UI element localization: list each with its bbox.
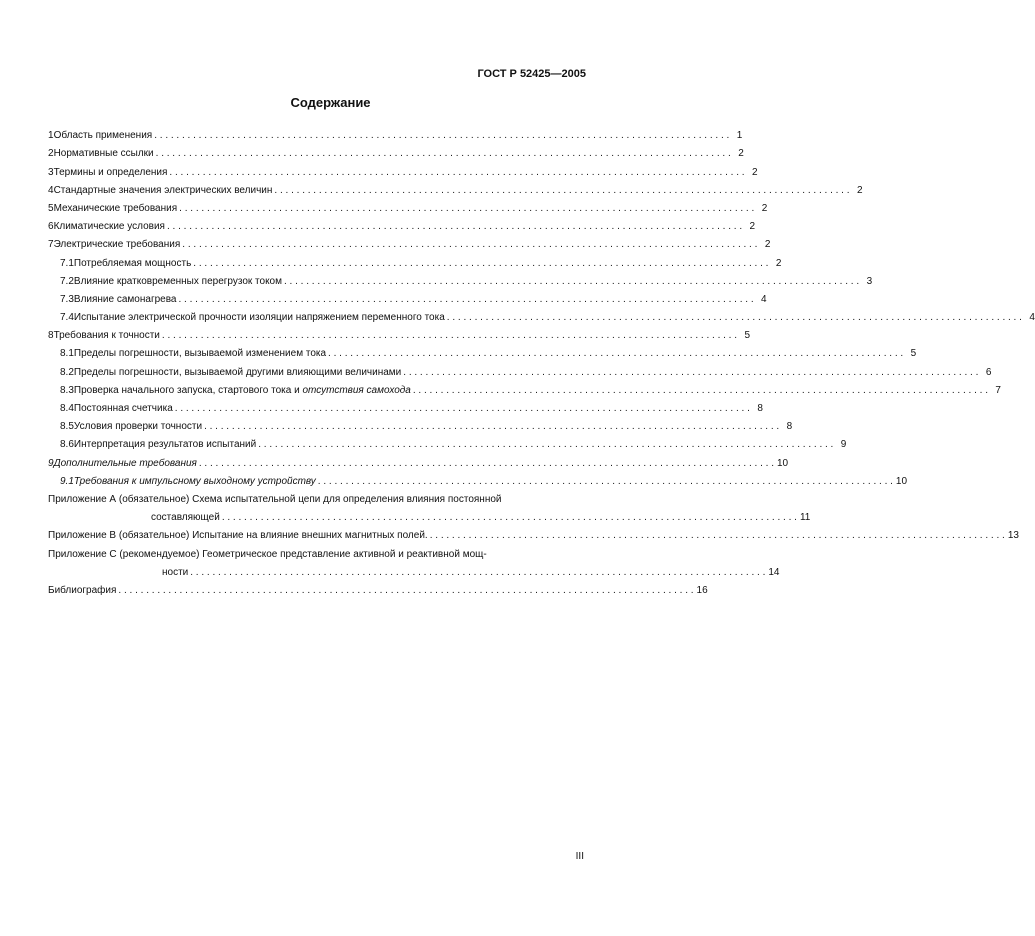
toc-entry[interactable]	[48, 470, 908, 488]
toc-page-number: 4	[761, 293, 767, 305]
toc-entry-text-main: Испытание электрической прочности изоляции напряжением переменного тока	[73, 312, 445, 324]
toc-entry-appendix-b[interactable]	[48, 524, 1019, 542]
toc-leader-dots	[190, 567, 765, 579]
toc-entry-text	[74, 294, 177, 306]
document-code: ГОСТ Р 52425—2005	[477, 68, 586, 80]
toc-entry[interactable]	[48, 251, 782, 269]
page-title: Содержание	[290, 95, 371, 110]
toc-entry-number: 8.4	[60, 403, 74, 414]
toc-entry-text-main: Проверка начального запуска, стартового тока и	[73, 384, 300, 396]
toc-leader-dots	[193, 258, 768, 270]
toc-page-number: 2	[738, 148, 744, 160]
toc-entry-text	[54, 458, 197, 470]
toc-entry-bibliography[interactable]	[48, 579, 708, 597]
toc-entry-text-main: Условия проверки точности	[73, 421, 203, 433]
toc-entry-text-main: Климатические условия	[53, 221, 165, 233]
toc-entry-text-main: Влияние самонагрева	[73, 293, 177, 305]
toc-entry-text	[74, 476, 316, 488]
toc-entries	[48, 124, 1035, 488]
toc-entry-text-main: Постоянная счетчика	[73, 403, 173, 414]
toc-entry-text-main: Влияние кратковременных перегрузок током	[73, 275, 282, 287]
toc-leader-dots	[156, 148, 731, 160]
toc-page-number: 5	[910, 348, 917, 360]
toc-entry[interactable]	[48, 124, 743, 142]
toc-entry-text-main: Дополнительные требования	[53, 457, 197, 469]
toc-entry[interactable]	[48, 179, 863, 197]
toc-entry-number: 2	[48, 148, 54, 160]
toc-entry-number: 8.6	[60, 439, 74, 451]
toc-entry-text-main: Термины и определения	[53, 166, 168, 178]
toc-entry-text	[54, 185, 273, 197]
toc-page-number: 2	[749, 221, 756, 233]
toc-entry[interactable]	[48, 379, 1001, 397]
toc-leader-dots	[118, 585, 693, 597]
toc-entry-text	[54, 203, 178, 215]
toc-entry[interactable]	[48, 270, 873, 288]
toc-entry[interactable]	[48, 342, 917, 360]
toc-leader-dots	[204, 421, 779, 433]
toc-entry-appendix-a[interactable]	[48, 488, 584, 506]
toc-entry-appendix-c[interactable]	[48, 542, 584, 560]
toc-entry-appendix-c-cont[interactable]	[48, 561, 780, 579]
toc-page-number: 5	[744, 330, 751, 342]
toc-entry-text	[54, 148, 154, 160]
toc-leader-dots	[179, 203, 754, 215]
toc-leader-dots	[413, 385, 988, 397]
toc-entry[interactable]	[48, 451, 789, 469]
toc-page-number: 2	[775, 257, 782, 269]
toc-entry[interactable]	[48, 215, 756, 233]
toc-leader-dots	[182, 239, 757, 251]
toc-entry-text: Приложение В (обязательное) Испытание на влияние внешних магнитных полей.	[48, 530, 428, 542]
toc-entry-number: 5	[48, 202, 54, 214]
toc-leader-dots	[284, 276, 859, 288]
toc-page-number: 8	[786, 421, 793, 433]
toc-leader-dots	[178, 294, 753, 306]
toc-page-number: 8	[757, 403, 763, 414]
toc-entry-text: составляющей	[151, 512, 220, 524]
toc-page-number: 2	[751, 166, 758, 178]
toc-entry[interactable]	[48, 233, 771, 251]
toc-entry-text-main: Требования к импульсному выходному устройству	[73, 475, 316, 487]
toc-entry[interactable]	[48, 142, 744, 160]
toc-entry-text-main: Электрические требования	[53, 239, 181, 251]
toc-entry-number: 8.2	[60, 366, 74, 378]
toc-leader-dots	[430, 530, 1005, 542]
toc-leader-dots	[447, 312, 1022, 324]
toc-entry-number: 8	[48, 330, 54, 342]
toc-entry[interactable]	[48, 397, 763, 415]
toc-entry-text: Приложение С (рекомендуемое) Геометрическое представление активной и реактивной мощ-	[48, 548, 487, 560]
toc-entry-text-main: Нормативные ссылки	[53, 148, 154, 160]
toc-entry-text	[54, 221, 165, 233]
toc-leader-dots	[175, 403, 750, 415]
toc-entry-text	[74, 439, 256, 451]
toc-page-number: 3	[866, 275, 873, 287]
toc-entry[interactable]	[48, 324, 751, 342]
toc-entry-text-italic: отсутствия самохода	[302, 384, 411, 396]
toc-entry-appendix-a-cont[interactable]	[48, 506, 811, 524]
toc-entry-text: ности	[162, 566, 189, 578]
toc-leader-dots	[222, 512, 797, 524]
toc-page-number: 9	[840, 439, 847, 451]
toc-entry[interactable]	[48, 288, 767, 306]
toc-entry-text-main: Интерпретация результатов испытаний	[73, 439, 257, 451]
toc-entry-number: 3	[48, 166, 54, 178]
toc-entry-text	[74, 367, 401, 379]
toc-entry-number: 4	[48, 184, 54, 196]
toc-leader-dots	[167, 221, 742, 233]
toc-entry-number: 1	[48, 130, 54, 142]
toc-entry[interactable]	[48, 160, 758, 178]
toc-page-number: 2	[856, 184, 863, 196]
toc-page-number: 6	[985, 366, 992, 378]
toc-entry-text	[74, 421, 202, 433]
toc-entry-number: 7.3	[60, 293, 74, 305]
toc-leader-dots	[154, 130, 729, 142]
toc-entry-text	[74, 385, 411, 397]
toc-entry-text-main: Потребляемая мощность	[73, 257, 192, 269]
toc-leader-dots	[199, 458, 774, 470]
toc-page-number: 13	[1007, 530, 1019, 542]
toc-entry[interactable]	[48, 197, 768, 215]
toc-page-number: 7	[995, 384, 1001, 396]
toc-entry[interactable]	[48, 433, 847, 451]
toc-entry-text: Библиография	[48, 584, 117, 596]
toc-entry-text	[74, 258, 191, 270]
toc-entry-text-main: Требования к точности	[53, 330, 160, 342]
toc-leader-dots	[162, 330, 737, 342]
toc-leader-dots	[169, 167, 744, 179]
toc-entry-text	[54, 239, 181, 251]
toc-leader-dots	[328, 348, 903, 360]
toc-entry-text	[54, 130, 153, 142]
toc-entry-text-main: Область применения	[53, 130, 153, 142]
toc-entry-number: 7.2	[60, 275, 74, 287]
toc-entry[interactable]	[48, 306, 1035, 324]
toc-page-number: 2	[764, 239, 771, 251]
toc-leader-dots	[274, 185, 849, 197]
toc-entry-text	[74, 403, 173, 415]
toc-entry-number: 8.1	[60, 348, 74, 360]
toc-entry-text-main: Пределы погрешности, вызываемой изменением тока	[73, 348, 327, 360]
toc-entry[interactable]	[48, 360, 992, 378]
table-of-contents	[48, 124, 1035, 597]
toc-entry-number: 9.1	[60, 475, 74, 487]
toc-entry-number: 7.1	[60, 257, 74, 269]
toc-entry[interactable]	[48, 415, 793, 433]
toc-page-number: 16	[696, 584, 708, 596]
toc-entry-text	[74, 312, 445, 324]
toc-leader-dots	[318, 476, 893, 488]
toc-leader-dots	[403, 367, 978, 379]
toc-page-number: 14	[768, 566, 780, 578]
toc-entry-text: Приложение А (обязательное) Схема испытательной цепи для определения влияния постоянной	[48, 493, 502, 505]
toc-page-number: 11	[799, 512, 811, 524]
toc-leader-dots	[258, 439, 833, 451]
toc-page-number: 1	[736, 130, 743, 142]
toc-page-number: 10	[777, 457, 789, 469]
toc-entry-number: 8.3	[60, 384, 74, 396]
page-number-roman: III	[575, 851, 584, 862]
toc-entry-text	[54, 167, 168, 179]
toc-entry-number: 7	[48, 239, 54, 251]
toc-entry-text-main: Стандартные значения электрических величин	[53, 184, 273, 196]
toc-page-number: 2	[761, 202, 768, 214]
toc-entry-text	[54, 330, 160, 342]
toc-page-number: 4	[1029, 312, 1035, 324]
toc-entry-number: 9	[48, 457, 54, 469]
toc-entry-text	[74, 276, 282, 288]
toc-entry-text-main: Пределы погрешности, вызываемой другими влияющими величинами	[73, 366, 402, 378]
toc-page-number: 10	[895, 475, 908, 487]
toc-entry-number: 6	[48, 221, 54, 233]
toc-entry-text-main: Механические требования	[53, 202, 178, 214]
toc-entry-number: 7.4	[60, 312, 74, 324]
toc-entry-text	[74, 348, 326, 360]
toc-entry-number: 8.5	[60, 421, 74, 433]
